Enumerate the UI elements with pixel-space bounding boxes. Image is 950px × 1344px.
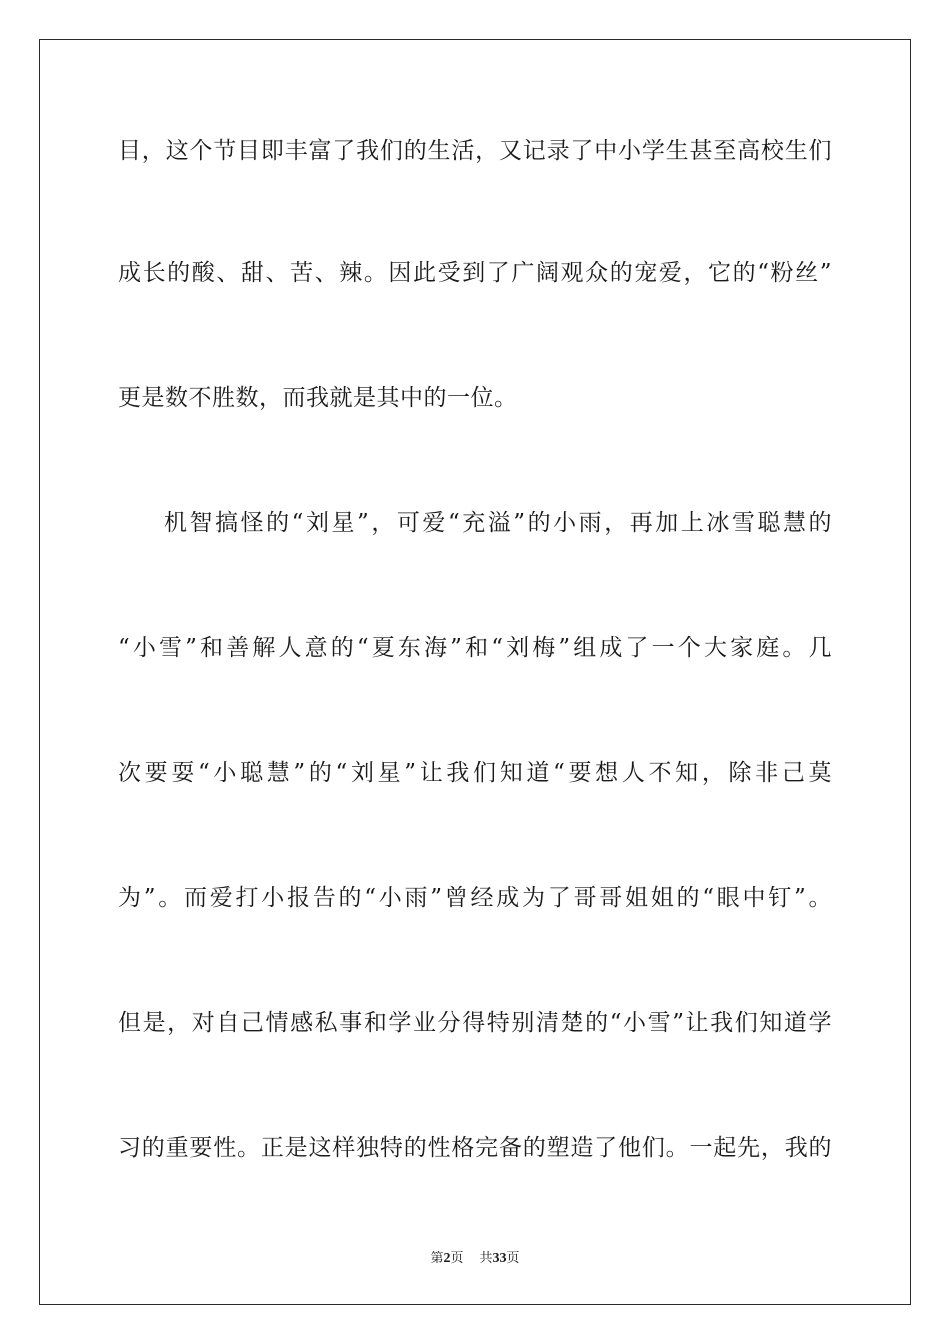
- text-line-9: 习的重要性。正是这样独特的性格完备的塑造了他们。一起先，我的: [118, 1135, 832, 1161]
- footer-page-unit: 页: [450, 1251, 464, 1266]
- footer-page-current: 2: [443, 1251, 451, 1266]
- footer-page-total: 33: [492, 1251, 507, 1266]
- text-line-3: 更是数不胜数，而我就是其中的一位。: [118, 385, 518, 411]
- text-line-6: 次要耍“小聪慧”的“刘星”让我们知道“要想人不知，除非己莫: [118, 760, 832, 786]
- text-line-1: 目，这个节目即丰富了我们的生活，又记录了中小学生甚至高校生们: [118, 138, 832, 164]
- text-line-5: “小雪”和善解人意的“夏东海”和“刘梅”组成了一个大家庭。几: [118, 635, 832, 661]
- footer-total-unit: 页: [506, 1251, 520, 1266]
- page-border: [39, 39, 911, 1305]
- text-line-2: 成长的酸、甜、苦、辣。因此受到了广阔观众的宠爱，它的“粉丝”: [118, 260, 832, 286]
- text-line-4: 机智搞怪的“刘星”，可爱“充溢”的小雨，再加上冰雪聪慧的: [164, 510, 832, 536]
- page-footer: [0, 1247, 950, 1267]
- text-line-7: 为”。而爱打小报告的“小雨”曾经成为了哥哥姐姐的“眼中钉”。: [118, 885, 832, 911]
- footer-total-prefix: 共: [479, 1251, 493, 1266]
- footer-page-prefix: 第: [430, 1251, 444, 1266]
- text-line-8: 但是，对自己情感私事和学业分得特别清楚的“小雪”让我们知道学: [118, 1010, 832, 1036]
